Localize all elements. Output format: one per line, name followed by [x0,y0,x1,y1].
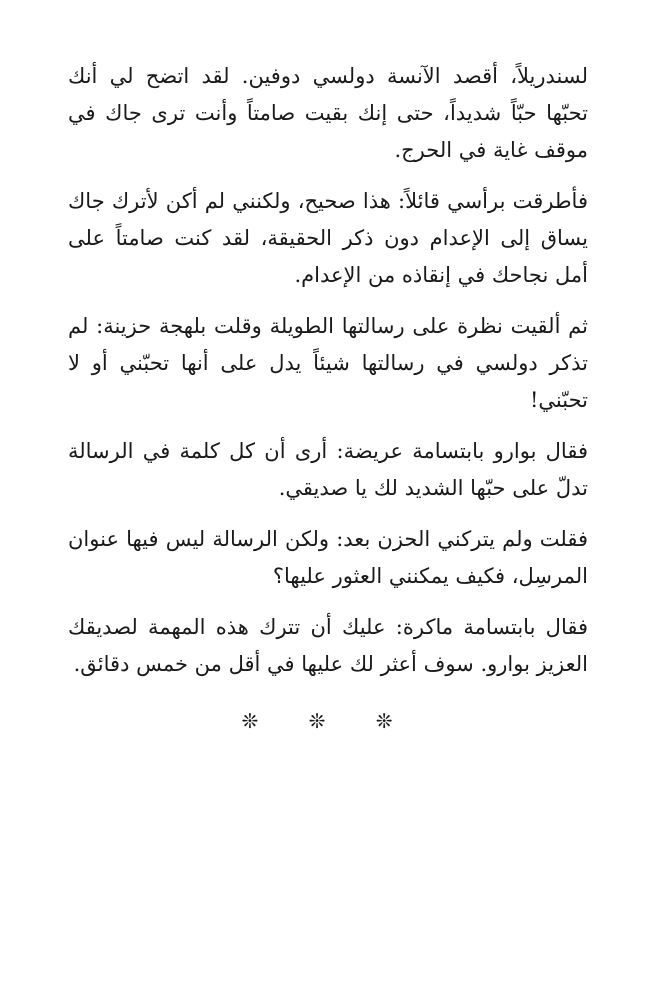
paragraph-5: فقلت ولم يتركني الحزن بعد: ولكن الرسالة ليس فيها عنوان المرسِل، فكيف يمكنني العثور عليها؟ [68,527,588,588]
paragraph-3: ثم ألقيت نظرة على رسالتها الطويلة وقلت بلهجة حزينة: لم تذكر دولسي في رسالتها شيئاً يدل على أنها تحبّني أو لا تحبّني! [68,314,588,412]
paragraph-1: لسندريلاً، أقصد الآنسة دولسي دوفين. لقد اتضح لي أنك تحبّها حبّاً شديداً، حتى إنك بقيت صامتاً وأنت ترى جاك في موقف غاية في الحرج. [68,64,588,162]
section-separator: ❊ ❊ ❊ [241,709,415,733]
paragraph-4: فقال بوارو بابتسامة عريضة: أرى أن كل كلمة في الرسالة تدلّ على حبّها الشديد لك يا صديقي. [68,439,588,500]
paragraph-2: فأطرقت برأسي قائلاً: هذا صحيح، ولكنني لم أكن لأترك جاك يساق إلى الإعدام دون ذكر الحقيقة، لقد كنت صامتاً على أمل نجاحك في إنقاذه من الإعدام. [68,189,588,287]
paragraph-6: فقال بابتسامة ماكرة: عليك أن تترك هذه المهمة لصديقك العزيز بوارو. سوف أعثر لك عليها في أقل من خمس دقائق. [68,615,588,676]
book-page [68,58,588,740]
